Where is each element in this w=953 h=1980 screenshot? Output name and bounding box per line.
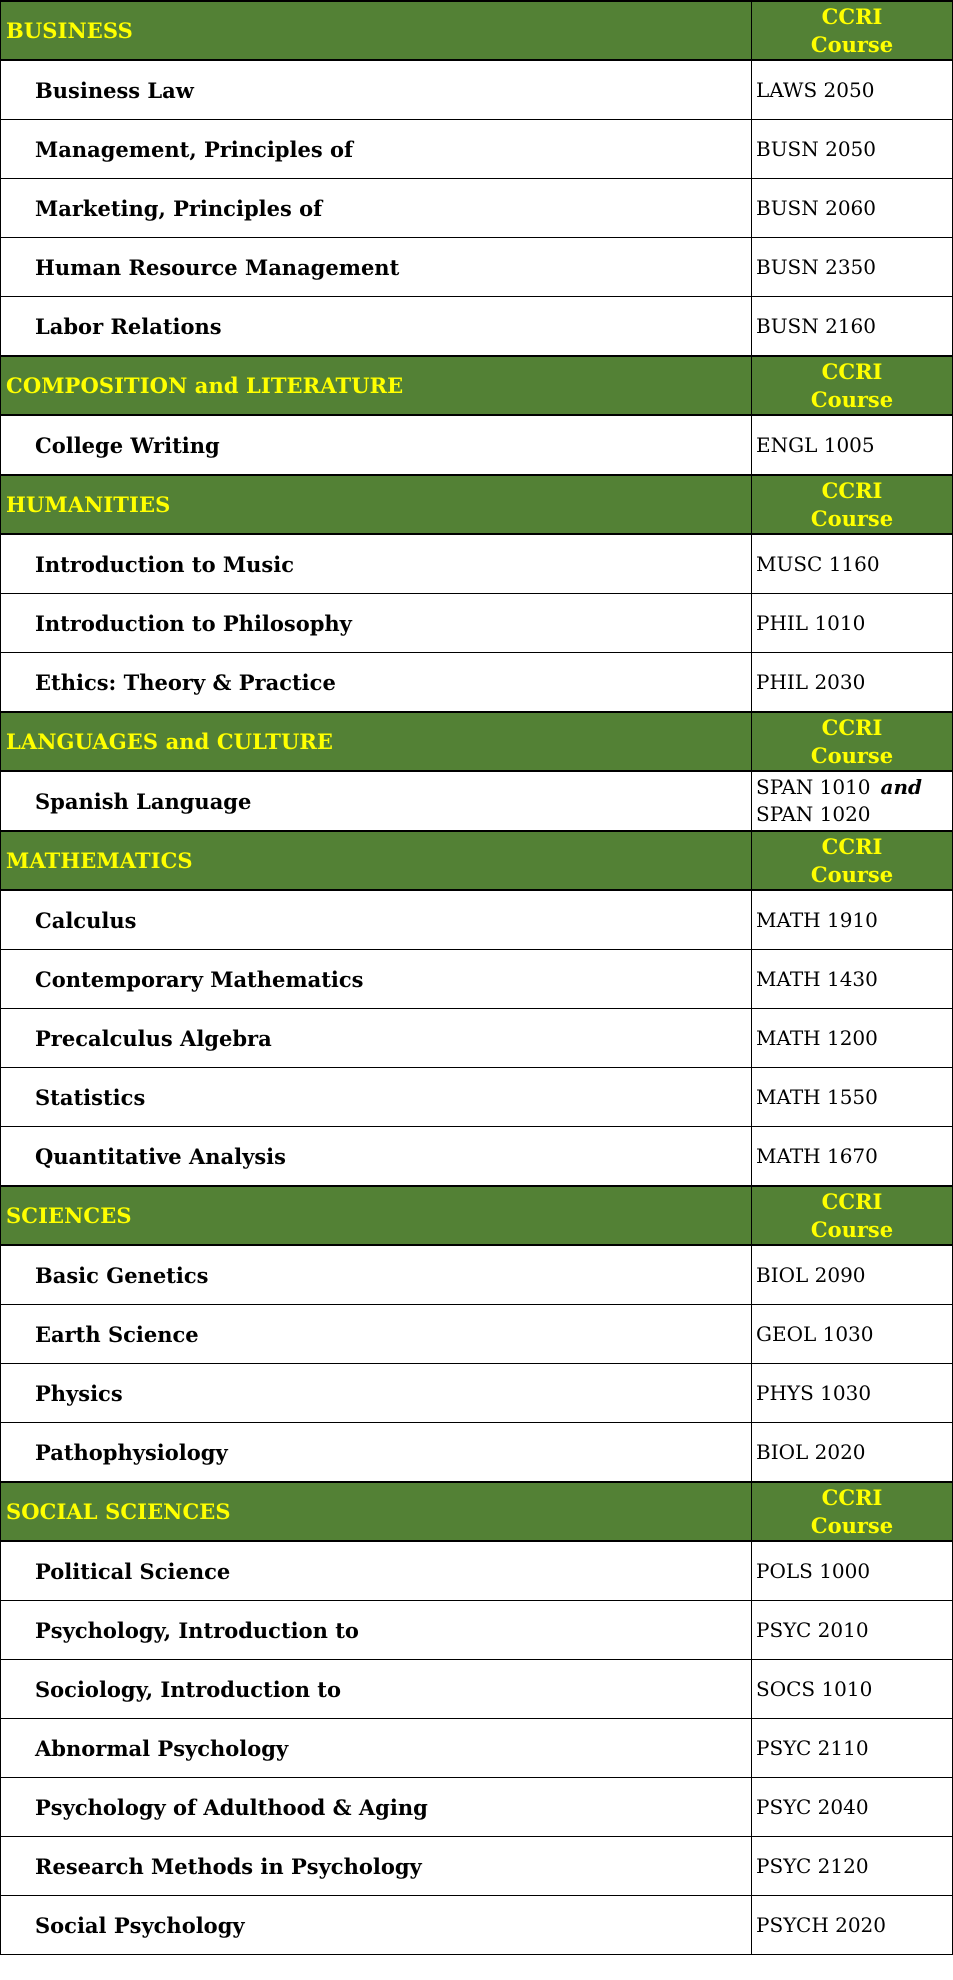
course-subject: Management, Principles of xyxy=(1,120,752,179)
course-code: BUSN 2050 xyxy=(752,120,953,179)
course-row xyxy=(1,950,953,1009)
course-subject: Psychology, Introduction to xyxy=(1,1601,752,1660)
course-code: BUSN 2350 xyxy=(752,238,953,297)
course-subject: Sociology, Introduction to xyxy=(1,1660,752,1719)
course-row xyxy=(1,120,953,179)
course-code: MATH 1550 xyxy=(752,1068,953,1127)
course-subject: Marketing, Principles of xyxy=(1,179,752,238)
course-row xyxy=(1,771,953,831)
course-code: POLS 1000 xyxy=(752,1541,953,1601)
section-title: MATHEMATICS xyxy=(1,831,752,890)
ccri-course-header: CCRI Course xyxy=(752,1482,953,1541)
course-subject: Introduction to Music xyxy=(1,534,752,594)
section-header-humanities xyxy=(1,475,953,534)
section-header-languages xyxy=(1,712,953,771)
section-header-sciences xyxy=(1,1186,953,1245)
section-header-business xyxy=(1,1,953,60)
section-header-composition xyxy=(1,356,953,415)
course-subject: Social Psychology xyxy=(1,1896,752,1955)
course-row xyxy=(1,534,953,594)
course-code: PHIL 1010 xyxy=(752,594,953,653)
course-row xyxy=(1,1364,953,1423)
ccri-course-header: CCRI Course xyxy=(752,1,953,60)
course-code: PSYC 2110 xyxy=(752,1719,953,1778)
section-title: HUMANITIES xyxy=(1,475,752,534)
course-code: PSYC 2010 xyxy=(752,1601,953,1660)
course-code: BIOL 2090 xyxy=(752,1245,953,1305)
course-subject: Abnormal Psychology xyxy=(1,1719,752,1778)
section-header-mathematics xyxy=(1,831,953,890)
ccri-course-header: CCRI Course xyxy=(752,356,953,415)
course-code: BUSN 2060 xyxy=(752,179,953,238)
course-code: PSYC 2120 xyxy=(752,1837,953,1896)
course-row xyxy=(1,1423,953,1483)
course-subject: Precalculus Algebra xyxy=(1,1009,752,1068)
course-subject: Political Science xyxy=(1,1541,752,1601)
course-row xyxy=(1,60,953,120)
course-subject: Human Resource Management xyxy=(1,238,752,297)
course-row xyxy=(1,238,953,297)
ccri-course-header: CCRI Course xyxy=(752,475,953,534)
course-row xyxy=(1,1068,953,1127)
course-code: MATH 1200 xyxy=(752,1009,953,1068)
course-row xyxy=(1,1305,953,1364)
course-row xyxy=(1,1541,953,1601)
course-subject: Research Methods in Psychology xyxy=(1,1837,752,1896)
course-subject: Contemporary Mathematics xyxy=(1,950,752,1009)
course-code: PHYS 1030 xyxy=(752,1364,953,1423)
course-code: LAWS 2050 xyxy=(752,60,953,120)
section-title: SCIENCES xyxy=(1,1186,752,1245)
course-row xyxy=(1,297,953,357)
course-row xyxy=(1,594,953,653)
course-code: GEOL 1030 xyxy=(752,1305,953,1364)
course-subject: Labor Relations xyxy=(1,297,752,357)
course-subject: Basic Genetics xyxy=(1,1245,752,1305)
course-row xyxy=(1,1896,953,1955)
course-code: MATH 1910 xyxy=(752,890,953,950)
section-title: COMPOSITION and LITERATURE xyxy=(1,356,752,415)
course-subject: Psychology of Adulthood & Aging xyxy=(1,1778,752,1837)
course-code-secondary: SPAN 1020 xyxy=(756,802,871,826)
course-row xyxy=(1,1778,953,1837)
course-subject: Physics xyxy=(1,1364,752,1423)
course-subject: College Writing xyxy=(1,415,752,475)
section-title: LANGUAGES and CULTURE xyxy=(1,712,752,771)
section-title: BUSINESS xyxy=(1,1,752,60)
section-title: SOCIAL SCIENCES xyxy=(1,1482,752,1541)
course-code xyxy=(752,771,953,831)
course-code: MUSC 1160 xyxy=(752,534,953,594)
course-code: PSYCH 2020 xyxy=(752,1896,953,1955)
course-code: SOCS 1010 xyxy=(752,1660,953,1719)
course-subject: Statistics xyxy=(1,1068,752,1127)
ccri-course-header: CCRI Course xyxy=(752,712,953,771)
course-row xyxy=(1,890,953,950)
ccri-course-header: CCRI Course xyxy=(752,831,953,890)
course-code-conjunction: and xyxy=(880,775,923,799)
course-code: MATH 1670 xyxy=(752,1127,953,1187)
course-code: BUSN 2160 xyxy=(752,297,953,357)
course-row xyxy=(1,1660,953,1719)
course-code: MATH 1430 xyxy=(752,950,953,1009)
course-row xyxy=(1,1837,953,1896)
course-row xyxy=(1,1601,953,1660)
course-subject: Quantitative Analysis xyxy=(1,1127,752,1187)
course-code: PHIL 2030 xyxy=(752,653,953,713)
course-code: BIOL 2020 xyxy=(752,1423,953,1483)
course-code: PSYC 2040 xyxy=(752,1778,953,1837)
course-row xyxy=(1,1127,953,1187)
course-subject: Earth Science xyxy=(1,1305,752,1364)
course-subject: Business Law xyxy=(1,60,752,120)
course-subject: Spanish Language xyxy=(1,771,752,831)
course-row xyxy=(1,415,953,475)
course-row xyxy=(1,1245,953,1305)
course-code-primary: SPAN 1010 xyxy=(756,775,871,799)
section-header-social-sciences xyxy=(1,1482,953,1541)
course-row xyxy=(1,179,953,238)
course-subject: Calculus xyxy=(1,890,752,950)
ccri-course-header: CCRI Course xyxy=(752,1186,953,1245)
course-subject: Ethics: Theory & Practice xyxy=(1,653,752,713)
course-subject: Pathophysiology xyxy=(1,1423,752,1483)
course-subject: Introduction to Philosophy xyxy=(1,594,752,653)
course-row xyxy=(1,1009,953,1068)
course-row xyxy=(1,653,953,713)
course-code: ENGL 1005 xyxy=(752,415,953,475)
course-row xyxy=(1,1719,953,1778)
